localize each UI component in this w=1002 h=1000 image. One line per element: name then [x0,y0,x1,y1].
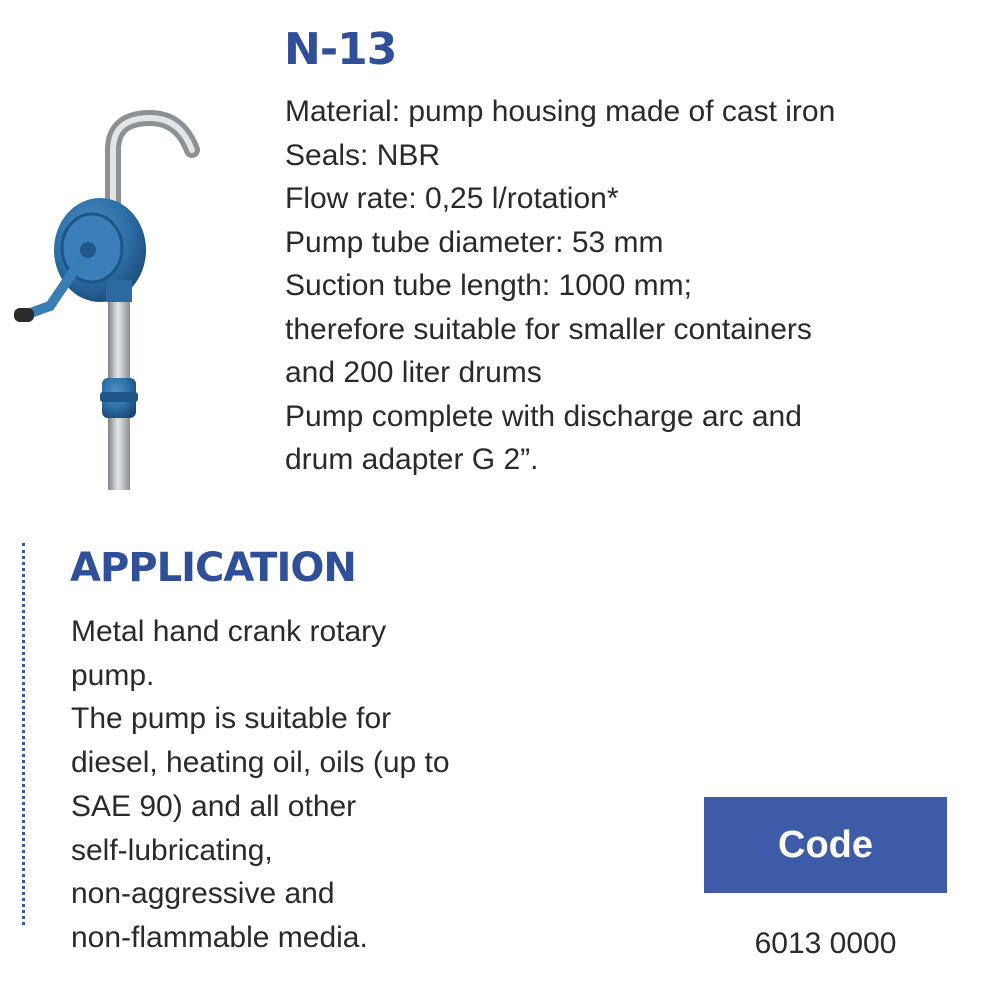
application-line: Metal hand crank rotary [71,615,387,648]
spec-line: drum adapter G 2”. [285,443,539,476]
dotted-divider [22,543,25,925]
product-title: N-13 [284,24,397,75]
product-code: 6013 0000 [754,927,897,960]
spec-line: Seals: NBR [285,138,441,172]
spec-line: therefore suitable for smaller containers [285,312,812,346]
code-label-box [704,797,947,893]
code-label: Code [778,823,873,866]
application-line: The pump is suitable for [71,702,392,736]
spec-line: Pump complete with discharge arc and [285,399,802,433]
spec-list [285,90,985,482]
spec-line: and 200 liter drums [285,356,542,389]
application-line: diesel, heating oil, oils (up to [71,746,450,780]
application-text [71,610,551,960]
application-line: SAE 90) and all other [71,789,357,823]
application-line: non-flammable media. [71,920,368,954]
spec-line: Flow rate: 0,25 l/rotation* [285,182,619,215]
pump-image [10,110,220,490]
application-heading: APPLICATION [70,545,356,591]
application-line: pump. [71,658,155,692]
spec-line: Material: pump housing made of cast iron [285,95,836,128]
application-line: non-aggressive and [71,877,335,911]
application-line: self-lubricating, [71,833,273,867]
spec-line: Pump tube diameter: 53 mm [285,225,664,259]
spec-line: Suction tube length: 1000 mm; [285,269,692,302]
